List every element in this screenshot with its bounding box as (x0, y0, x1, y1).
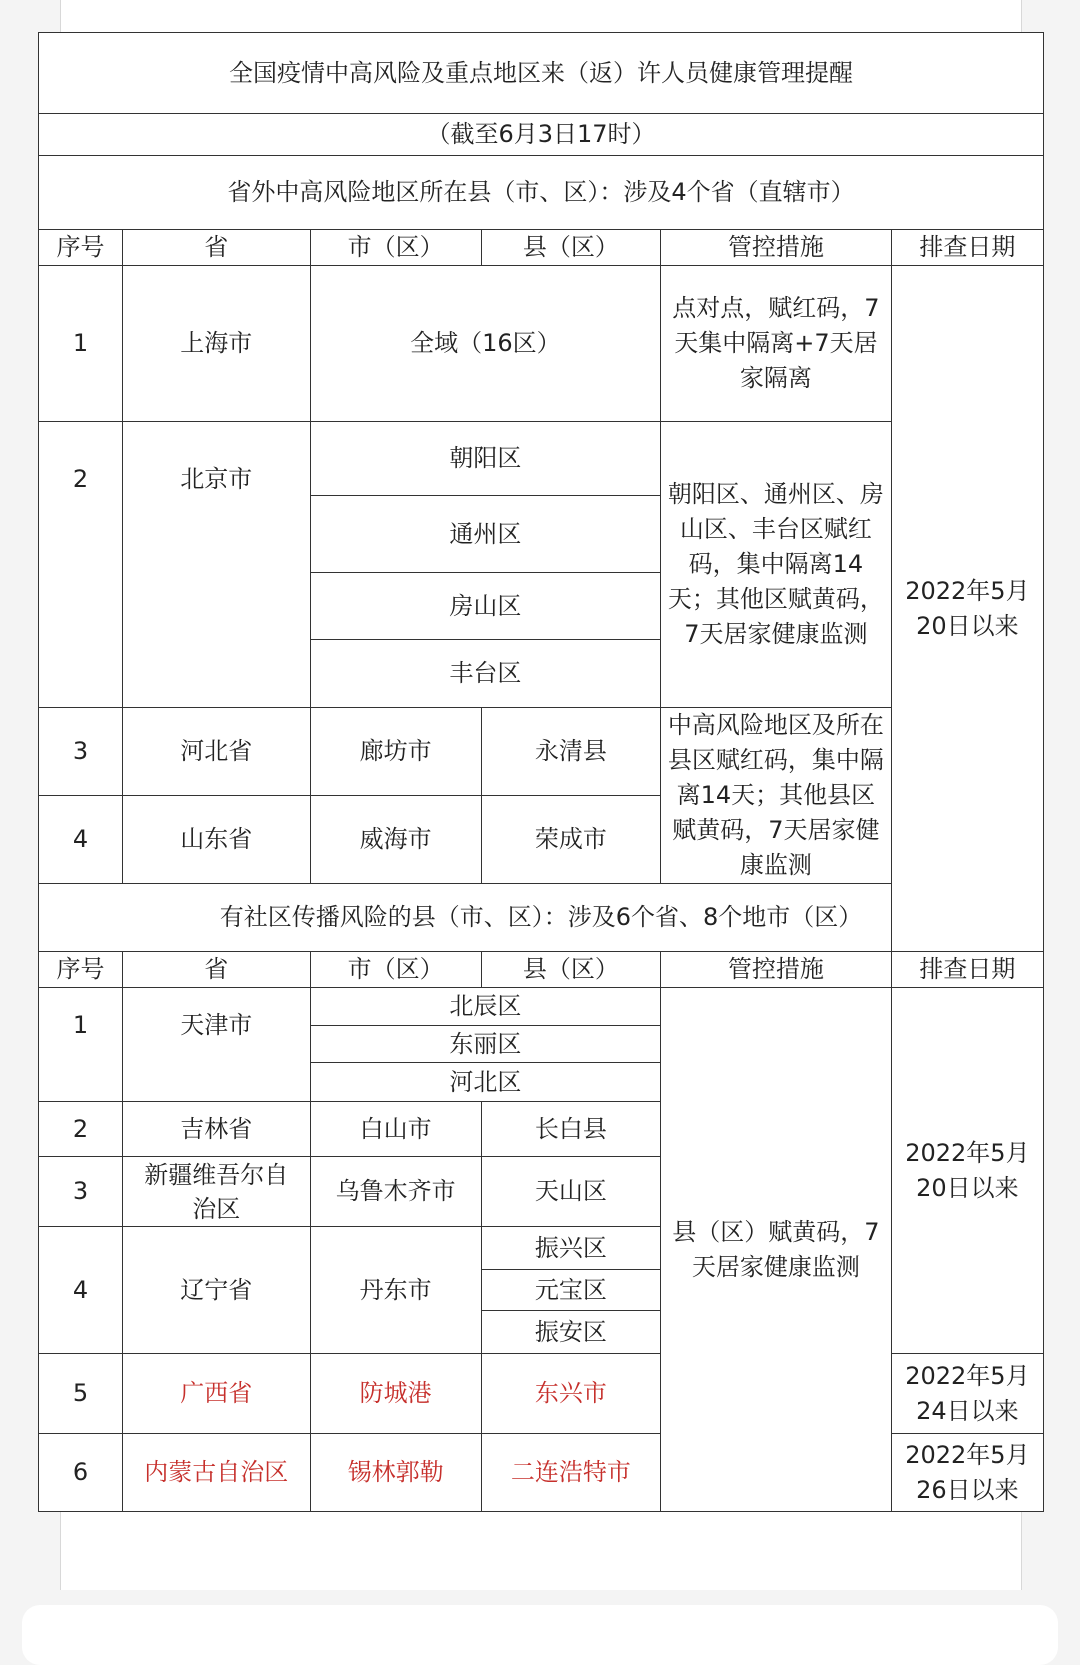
city-cell: 威海市 (310, 796, 481, 884)
date-cell: 2022年5月20日以来 (891, 266, 1043, 952)
city-cell: 廊坊市 (310, 708, 481, 796)
city-cell: 丹东市 (310, 1227, 481, 1354)
area-cell: 全域（16区） (310, 266, 660, 422)
header-num: 序号 (39, 230, 123, 266)
province-cell: 上海市 (122, 266, 310, 422)
header-county: 县（区） (481, 230, 660, 266)
date-cell: 2022年5月20日以来 (891, 988, 1043, 1354)
date-cell: 2022年5月26日以来 (891, 1434, 1043, 1512)
row-num: 1 (39, 266, 123, 422)
header-date: 排查日期 (891, 230, 1043, 266)
health-management-table (38, 32, 1044, 1512)
county-cell: 天山区 (481, 1157, 660, 1227)
province-cell: 北京市 (122, 422, 310, 708)
county-cell: 永清县 (481, 708, 660, 796)
county-cell: 二连浩特市 (481, 1434, 660, 1512)
county-cell: 振兴区 (481, 1227, 660, 1270)
document-subtitle: （截至6月3日17时） (39, 114, 1044, 156)
district-cell: 河北区 (310, 1063, 660, 1102)
header-date: 排查日期 (891, 952, 1043, 988)
province-cell: 辽宁省 (122, 1227, 310, 1354)
district-cell: 丰台区 (310, 640, 660, 708)
province-cell: 新疆维吾尔自治区 (122, 1157, 310, 1227)
header-province: 省 (122, 230, 310, 266)
county-cell: 元宝区 (481, 1270, 660, 1311)
date-cell: 2022年5月24日以来 (891, 1354, 1043, 1434)
row-num: 5 (39, 1354, 123, 1434)
district-cell: 朝阳区 (310, 422, 660, 496)
district-cell: 东丽区 (310, 1026, 660, 1063)
row-num: 4 (39, 796, 123, 884)
measure-cell: 县（区）赋黄码，7天居家健康监测 (661, 988, 892, 1512)
header-num: 序号 (39, 952, 123, 988)
province-cell: 山东省 (122, 796, 310, 884)
header-county: 县（区） (481, 952, 660, 988)
county-cell: 长白县 (481, 1102, 660, 1157)
row-num: 3 (39, 1157, 123, 1227)
header-measure: 管控措施 (661, 952, 892, 988)
province-cell: 内蒙古自治区 (122, 1434, 310, 1512)
city-cell: 锡林郭勒 (310, 1434, 481, 1512)
row-num: 6 (39, 1434, 123, 1512)
section1-title: 省外中高风险地区所在县（市、区）：涉及4个省（直辖市） (39, 156, 1044, 230)
district-cell: 房山区 (310, 573, 660, 640)
row-num: 2 (39, 1102, 123, 1157)
bottom-panel (22, 1605, 1058, 1665)
province-cell: 天津市 (122, 988, 310, 1102)
row-num: 4 (39, 1227, 123, 1354)
measure-cell: 中高风险地区及所在县区赋红码，集中隔离14天；其他县区赋黄码，7天居家健康监测 (661, 708, 892, 884)
city-cell: 白山市 (310, 1102, 481, 1157)
province-cell: 广西省 (122, 1354, 310, 1434)
header-city: 市（区） (310, 230, 481, 266)
province-cell: 吉林省 (122, 1102, 310, 1157)
measure-cell: 点对点，赋红码，7天集中隔离+7天居家隔离 (661, 266, 892, 422)
county-cell: 振安区 (481, 1311, 660, 1354)
header-measure: 管控措施 (661, 230, 892, 266)
city-cell: 乌鲁木齐市 (310, 1157, 481, 1227)
city-cell: 防城港 (310, 1354, 481, 1434)
row-num: 2 (39, 422, 123, 708)
district-cell: 北辰区 (310, 988, 660, 1026)
district-cell: 通州区 (310, 496, 660, 573)
header-province: 省 (122, 952, 310, 988)
measure-cell: 朝阳区、通州区、房山区、丰台区赋红码，集中隔离14天；其他区赋黄码，7天居家健康监测 (661, 422, 892, 708)
county-cell: 荣成市 (481, 796, 660, 884)
row-num: 3 (39, 708, 123, 796)
row-num: 1 (39, 988, 123, 1102)
document-title: 全国疫情中高风险及重点地区来（返）许人员健康管理提醒 (39, 33, 1044, 114)
province-cell: 河北省 (122, 708, 310, 796)
section2-title: 有社区传播风险的县（市、区）：涉及6个省、8个地市（区） (39, 884, 1044, 952)
county-cell: 东兴市 (481, 1354, 660, 1434)
header-city: 市（区） (310, 952, 481, 988)
